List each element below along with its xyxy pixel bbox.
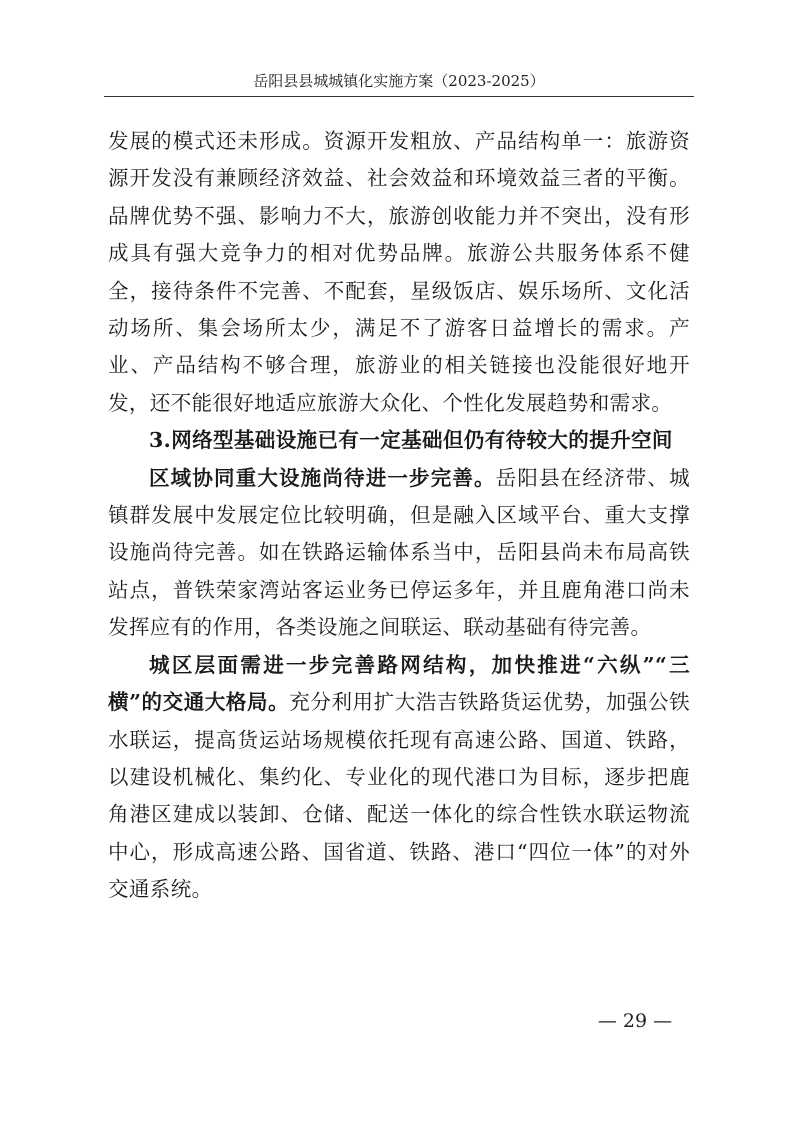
- paragraph-lead-bold: 城区层面需进一步完善路网结构，加快推进“六纵”“三横”的交通大格局。: [108, 652, 690, 715]
- paragraph-regional-facilities: [108, 460, 690, 647]
- paragraph-tourism-issues: 发展的模式还未形成。资源开发粗放、产品结构单一：旅游资源开发没有兼顾经济效益、社会效益和环境效益三者的平衡。品牌优势不强、影响力不大，旅游创收能力并不突出，没有形成具有强大竞争力的相对优势品牌。旅游公共服务体系不健全，接待条件不完善、不配套，星级饭店、娱乐场所、文化活动场所、集会场所太少，满足不了游客日益增长的需求。产业、产品结构不够合理，旅游业的相关链接也没能很好地开发，还不能很好地适应旅游大众化、个性化发展趋势和需求。: [108, 129, 690, 415]
- section-heading-3: 3.网络型基础设施已有一定基础但仍有待较大的提升空间: [149, 428, 673, 453]
- running-header: 岳阳县县城城镇化实施方案（2023-2025）: [253, 72, 545, 90]
- paragraph-road-network: [108, 647, 690, 909]
- document-body: [108, 123, 690, 909]
- header-rule: [104, 96, 694, 97]
- paragraph-lead-bold: 区域协同重大设施尚待进一步完善。: [149, 465, 496, 490]
- paragraph-text: 岳阳县在经济带、城镇群发展中发展定位比较明确，但是融入区域平台、重大支撑设施尚待完善。如在铁路运输体系当中，岳阳县尚未布局高铁站点，普铁荣家湾站客运业务已停运多年，并且鹿角港口尚未发挥应有的作用，各类设施之间联运、联动基础有待完善。: [108, 465, 690, 640]
- page-number: — 29 —: [597, 1010, 673, 1032]
- paragraph-text: 充分利用扩大浩吉铁路货运优势，加强公铁水联运，提高货运站场规模依托现有高速公路、国道、铁路，以建设机械化、集约化、专业化的现代港口为目标，逐步把鹿角港区建成以装卸、仓储、配送一体化的综合性铁水联运物流中心，形成高速公路、国省道、铁路、港口“四位一体”的对外交通系统。: [108, 690, 690, 902]
